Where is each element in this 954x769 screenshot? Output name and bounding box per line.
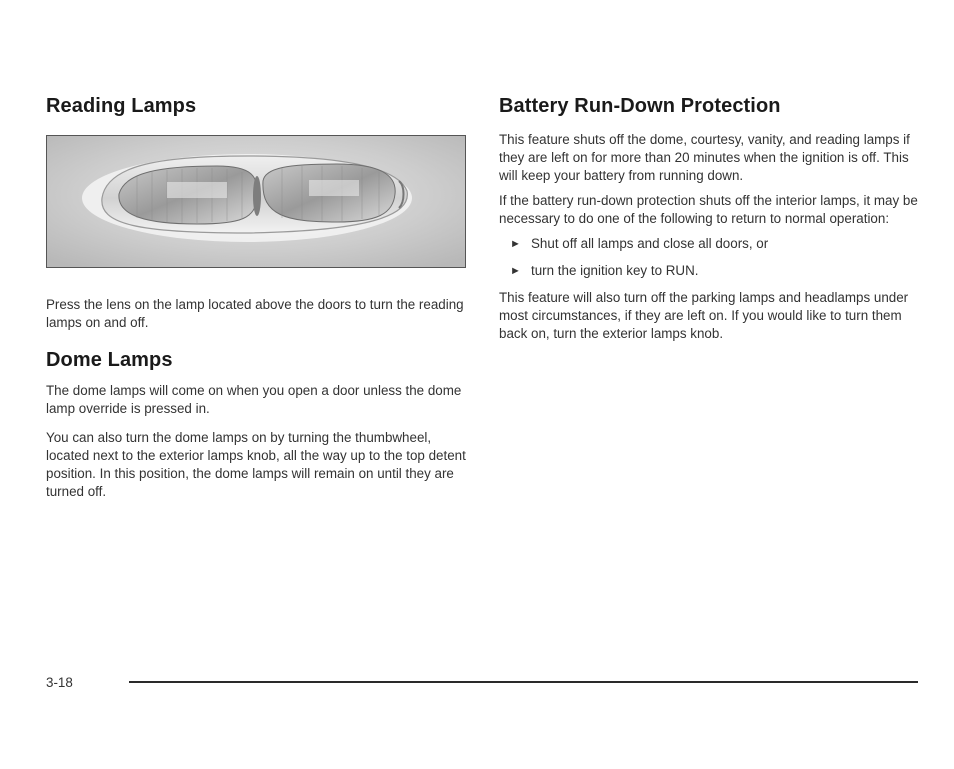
list-item-text: turn the ignition key to RUN. <box>531 263 699 278</box>
arrow-bullet-icon: ► <box>510 238 521 250</box>
dome-lamps-paragraph-2: You can also turn the dome lamps on by turning the thumbwheel, located next to the exterior lamps knob, all the way up to the top detent position. In this position, the dome lamps will remain on until they are turned off. <box>46 430 466 499</box>
battery-paragraph-1: This feature shuts off the dome, courtesy, vanity, and reading lamps if they are left on for more than 20 minutes when the ignition is off. This will keep your battery from running down. <box>499 132 910 183</box>
left-column <box>46 95 466 501</box>
battery-paragraph-2: If the battery run-down protection shuts off the interior lamps, it may be necessary to do one of the following to return to normal operation: <box>499 193 918 226</box>
right-column <box>499 95 919 343</box>
page-number: 3-18 <box>46 675 73 690</box>
reading-lamp-illustration <box>47 136 465 267</box>
reading-lamps-heading: Reading Lamps <box>46 95 197 117</box>
page-footer <box>46 675 918 695</box>
reading-lamps-caption: Press the lens on the lamp located above the doors to turn the reading lamps on and off. <box>46 297 464 330</box>
list-item <box>499 235 919 253</box>
footer-rule <box>129 681 918 683</box>
arrow-bullet-icon: ► <box>510 265 521 277</box>
list-item <box>499 262 919 280</box>
reading-lamp-photo <box>46 135 466 268</box>
list-item-text: Shut off all lamps and close all doors, or <box>531 236 769 251</box>
operation-steps-list <box>499 235 919 280</box>
dome-lamps-paragraph-1: The dome lamps will come on when you open a door unless the dome lamp override is pressed in. <box>46 383 462 416</box>
battery-protection-heading: Battery Run-Down Protection <box>499 95 781 117</box>
dome-lamps-heading: Dome Lamps <box>46 349 173 371</box>
battery-paragraph-3: This feature will also turn off the parking lamps and headlamps under most circumstances, if they are left on. If you would like to turn them back on, turn the exterior lamps knob. <box>499 290 909 341</box>
